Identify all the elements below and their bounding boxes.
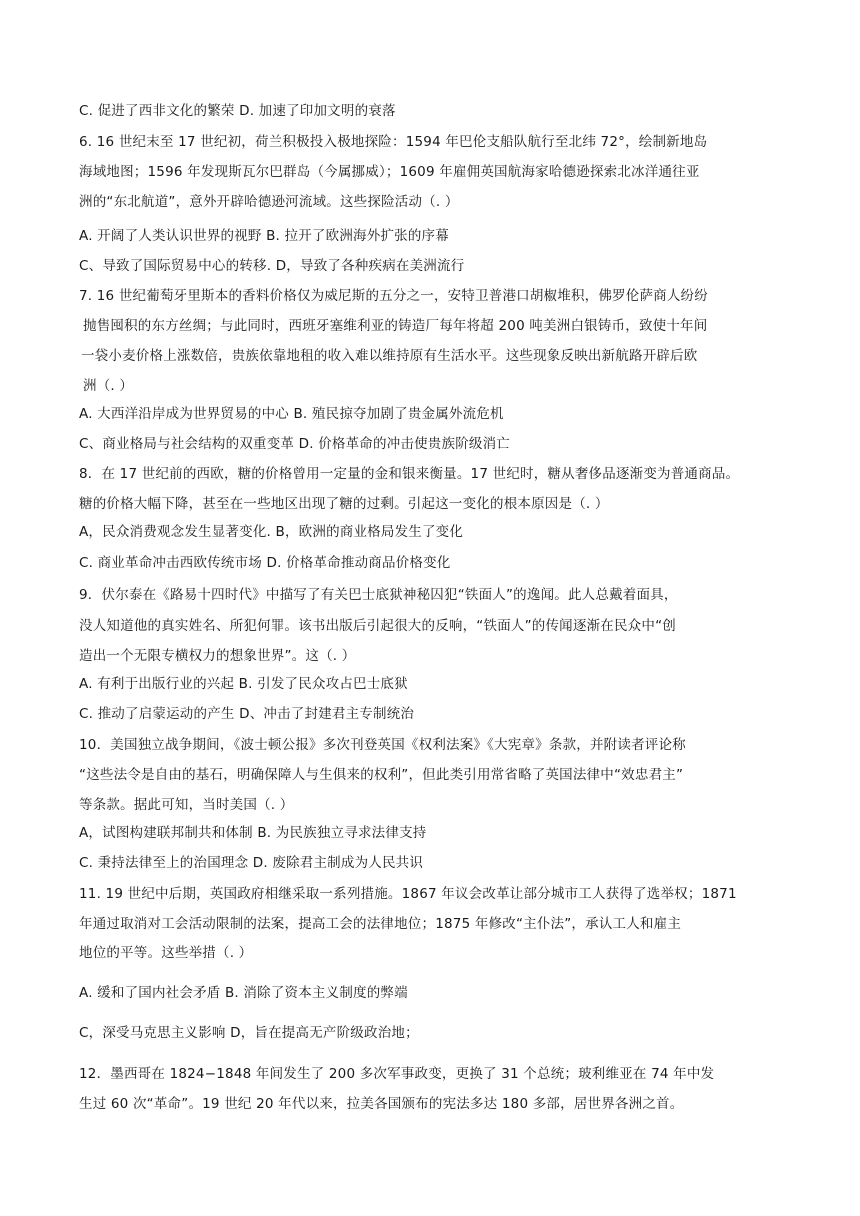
- question-6-line-1: 6. 16 世纪末至 17 世纪初，荷兰积极投入极地探险：1594 年巴伦支船队航行至北纬 72°，绘制新地岛: [79, 134, 708, 150]
- question-12-line-2: 生过 60 次“革命”。19 世纪 20 年代以来，拉美各国颁布的宪法多达 180 多部，居世界各洲之首。: [79, 1096, 684, 1112]
- question-11-option-cd: C，深受马克思主义影响 D，旨在提高无产阶级政治地；: [79, 1025, 419, 1041]
- question-6-option-ab: A. 开阔了人类认识世界的视野 B. 拉开了欧洲海外扩张的序幕: [79, 228, 449, 244]
- question-10-line-2: “这些法令是自由的基石，明确保障人与生俱来的权利”，但此类引用常省略了英国法律中“效忠君主”: [79, 767, 684, 783]
- question-6-line-2: 海域地图；1596 年发现斯瓦尔巴群岛（今属挪威）；1609 年雇佣英国航海家哈德逊探索北冰洋通往亚: [79, 164, 700, 180]
- question-7-option-ab: A. 大西洋沿岸成为世界贸易的中心 B. 殖民掠夺加剧了贵金属外流危机: [79, 406, 504, 422]
- question-9-line-3: 造出一个无限专横权力的想象世界”。这（. ）: [79, 648, 356, 664]
- question-12-line-1: 12．墨西哥在 1824−1848 年间发生了 200 多次军事政变，更换了 31 个总统；玻利维亚在 74 年中发: [79, 1066, 715, 1082]
- question-11-line-2: 年通过取消对工会活动限制的法案，提高工会的法律地位；1875 年修改“主仆法”，承认工人和雇主: [79, 916, 682, 932]
- question-9-line-1: 9．伏尔泰在《路易十四时代》中描写了有关巴士底狱神秘囚犯“铁面人”的逸闻。此人总戴着面具，: [79, 587, 678, 603]
- question-10-line-3: 等条款。据此可知，当时美国（. ）: [79, 797, 294, 813]
- question-9-option-cd: C. 推动了启蒙运动的产生 D、冲击了封建君主专制统治: [79, 706, 415, 722]
- question-8-option-ab: A，民众消费观念发生显著变化. B，欧洲的商业格局发生了变化: [79, 524, 464, 540]
- question-10-line-1: 10．美国独立战争期间，《波士顿公报》多次刊登英国《权利法案》《大宪章》条款，并附读者评论称: [79, 737, 686, 753]
- question-7-line-2: 抛售囤积的东方丝绸；与此同时，西班牙塞维利亚的铸造厂每年将超 200 吨美洲白银铸币，致使十年间: [83, 318, 708, 334]
- question-11-option-ab: A. 缓和了国内社会矛盾 B. 消除了资本主义制度的弊端: [79, 985, 408, 1001]
- option-line-5-cd: C. 促进了西非文化的繁荣 D. 加速了印加文明的衰落: [79, 103, 396, 119]
- question-10-option-ab: A，试图构建联邦制共和体制 B. 为民族独立寻求法律支持: [79, 825, 427, 841]
- question-10-option-cd: C. 秉持法律至上的治国理念 D. 废除君主制成为人民共识: [79, 855, 424, 871]
- question-8-option-cd: C. 商业革命冲击西欧传统市场 D. 价格革命推动商品价格变化: [79, 555, 451, 571]
- question-7-line-3: 一袋小麦价格上涨数倍，贵族依靠地租的收入难以维持原有生活水平。这些现象反映出新航路开辟后欧: [81, 348, 698, 364]
- question-9-option-ab: A. 有利于出版行业的兴起 B. 引发了民众攻占巴士底狱: [79, 676, 408, 692]
- question-11-line-3: 地位的平等。这些举措（. ）: [79, 945, 253, 961]
- question-6-option-cd: C、导致了国际贸易中心的转移. D，导致了各种疾病在美洲流行: [79, 258, 465, 274]
- question-7-option-cd: C、商业格局与社会结构的双重变革 D. 价格革命的冲击使贵族阶级消亡: [79, 436, 510, 452]
- question-7-line-1: 7. 16 世纪葡萄牙里斯本的香料价格仅为威尼斯的五分之一，安特卫普港口胡椒堆积，佛罗伦萨商人纷纷: [79, 288, 708, 304]
- question-7-line-4: 洲（. ）: [83, 378, 134, 394]
- question-8-line-1: 8．在 17 世纪前的西欧，糖的价格曾用一定量的金和银来衡量。17 世纪时，糖从奢侈品逐渐变为普通商品。: [79, 466, 740, 482]
- question-8-line-2: 糖的价格大幅下降，甚至在一些地区出现了糖的过剩。引起这一变化的根本原因是（. ）: [79, 496, 609, 512]
- question-9-line-2: 没人知道他的真实姓名、所犯何罪。该书出版后引起很大的反响，“铁面人”的传闻逐渐在民众中“创: [79, 618, 676, 634]
- question-11-line-1: 11. 19 世纪中后期，英国政府相继采取一系列措施。1867 年议会改革让部分城市工人获得了选举权；1871: [79, 886, 737, 902]
- question-6-line-3: 洲的“东北航道”，意外开辟哈德逊河流域。这些探险活动（. ）: [79, 194, 459, 210]
